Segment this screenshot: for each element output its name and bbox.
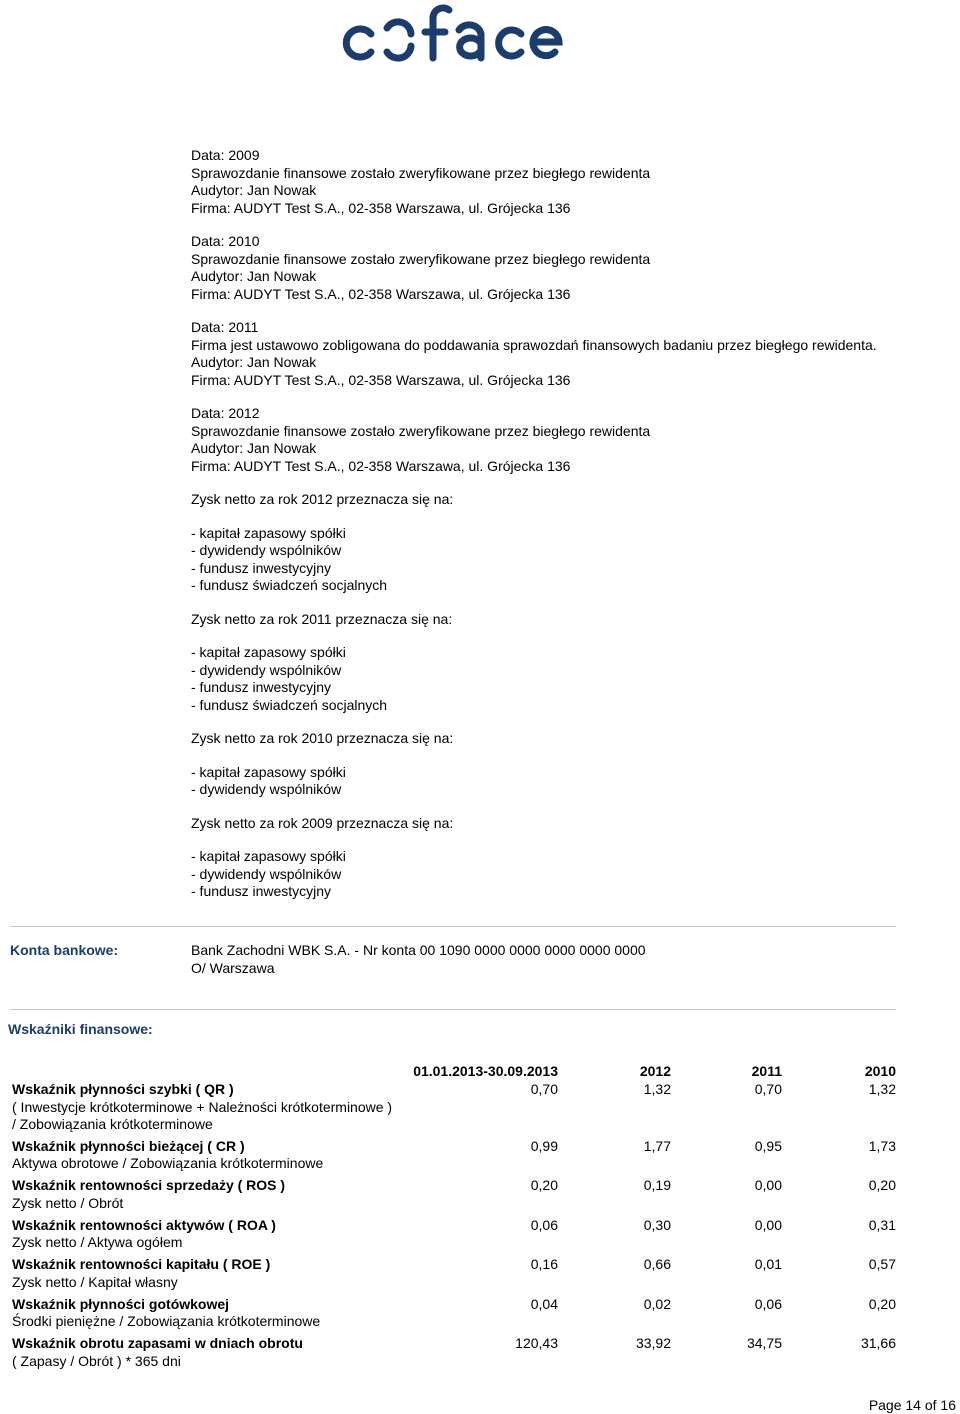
ratio-value: 0,20 [868, 1295, 896, 1312]
ratio-formula: Środki pieniężne / Zobowiązania krótkoterminowe [12, 1313, 321, 1329]
column-header: 2012 [639, 1063, 671, 1079]
audit-firm: Firma: AUDYT Test S.A., 02-358 Warszawa, ul. Grójecka 136 [191, 371, 571, 388]
bank-accounts-label: Konta bankowe: [10, 942, 119, 958]
audit-block [191, 233, 931, 303]
ratio-value: 0,20 [868, 1177, 896, 1193]
ratio-value: 0,57 [868, 1256, 896, 1272]
ratio-name: Wskaźnik rentowności kapitału ( ROE ) [12, 1256, 271, 1272]
ratio-value: 120,43 [515, 1335, 558, 1351]
profit-item: - fundusz inwestycyjny [191, 679, 332, 695]
ratio-value: 31,66 [860, 1335, 896, 1351]
profit-item: - fundusz inwestycyjny [191, 559, 332, 576]
audit-block [191, 147, 931, 217]
column-header: 2011 [751, 1063, 782, 1079]
ratio-value: 34,75 [746, 1335, 782, 1351]
audit-date: Data: 2010 [191, 233, 260, 249]
ratio-value: 0,99 [530, 1137, 558, 1154]
ratio-name: Wskaźnik rentowności sprzedaży ( ROS ) [12, 1177, 286, 1193]
profit-item: - dywidendy wspólników [191, 542, 342, 558]
audit-statement: Firma jest ustawowo zobligowana do poddawania sprawozdań finansowych badaniu przez biegłego rewidenta. [191, 336, 877, 353]
section-divider [10, 1009, 896, 1010]
audit-auditor: Audytor: Jan Nowak [191, 268, 317, 284]
audit-auditor: Audytor: Jan Nowak [191, 182, 317, 198]
ratio-value: 1,77 [643, 1137, 671, 1154]
coface-logo [337, 0, 569, 62]
bank-branch: O/ Warszawa [191, 959, 275, 976]
ratio-formula: Zysk netto / Aktywa ogółem [12, 1234, 183, 1250]
profit-block [191, 815, 931, 901]
profit-item: - kapitał zapasowy spółki [191, 524, 346, 541]
ratio-value: 0,70 [530, 1081, 558, 1097]
profit-block [191, 611, 931, 715]
ratio-name: Wskaźnik płynności gotówkowej [12, 1295, 230, 1312]
profit-item: - fundusz inwestycyjny [191, 883, 332, 899]
ratio-value: 0,20 [530, 1177, 558, 1193]
ratio-value: 0,01 [754, 1256, 782, 1272]
profit-item: - dywidendy wspólników [191, 781, 342, 797]
ratio-value: 0,04 [530, 1295, 558, 1312]
ratio-formula: Aktywa obrotowe / Zobowiązania krótkoterminowe [12, 1155, 324, 1171]
ratio-name: Wskaźnik płynności szybki ( QR ) [12, 1081, 234, 1097]
ratios-table [12, 1063, 896, 1375]
table-row [12, 1296, 896, 1336]
audit-statement: Sprawozdanie finansowe zostało zweryfikowane przez biegłego rewidenta [191, 422, 651, 439]
profit-title: Zysk netto za rok 2010 przeznacza się na: [191, 730, 454, 746]
ratio-value: 1,32 [643, 1081, 671, 1097]
profit-title: Zysk netto za rok 2012 przeznacza się na: [191, 491, 454, 507]
profit-item: - kapitał zapasowy spółki [191, 763, 346, 780]
bank-account-details [191, 942, 646, 977]
table-row [12, 1217, 896, 1257]
ratio-formula: ( Zapasy / Obrót ) * 365 dni [12, 1352, 181, 1369]
profit-item: - kapitał zapasowy spółki [191, 644, 346, 660]
audit-auditor: Audytor: Jan Nowak [191, 354, 317, 370]
ratio-value: 0,02 [643, 1295, 671, 1312]
ratio-value: 0,06 [754, 1295, 782, 1312]
audit-firm: Firma: AUDYT Test S.A., 02-358 Warszawa, ul. Grójecka 136 [191, 457, 571, 474]
audit-statement: Sprawozdanie finansowe zostało zweryfikowane przez biegłego rewidenta [191, 164, 651, 181]
table-row [12, 1335, 896, 1375]
ratios-title: Wskaźniki finansowe: [8, 1021, 153, 1037]
audit-auditor: Audytor: Jan Nowak [191, 440, 317, 456]
profit-item: - kapitał zapasowy spółki [191, 848, 346, 864]
bank-account-number: Bank Zachodni WBK S.A. - Nr konta 00 1090 0000 0000 0000 0000 0000 [191, 942, 646, 958]
page-number: Page 14 of 16 [868, 1397, 956, 1413]
ratio-value: 0,31 [868, 1216, 896, 1233]
ratio-value: 0,00 [754, 1177, 782, 1193]
ratio-value: 0,06 [530, 1216, 558, 1233]
ratio-formula: ( Inwestycje krótkoterminowe + Należności krótkoterminowe ) [12, 1098, 393, 1115]
table-row [12, 1081, 896, 1138]
ratio-value: 33,92 [635, 1335, 671, 1351]
ratio-value: 1,73 [868, 1137, 896, 1154]
ratio-formula: Zysk netto / Kapitał własny [12, 1273, 178, 1290]
ratio-value: 0,30 [643, 1216, 671, 1233]
ratios-header-row [12, 1063, 896, 1081]
audit-date: Data: 2009 [191, 147, 260, 163]
audit-statement: Sprawozdanie finansowe zostało zweryfikowane przez biegłego rewidenta [191, 250, 651, 267]
ratio-value: 0,95 [754, 1137, 782, 1154]
ratio-value: 0,19 [643, 1177, 671, 1193]
audit-firm: Firma: AUDYT Test S.A., 02-358 Warszawa, ul. Grójecka 136 [191, 285, 571, 302]
profit-item: - fundusz świadczeń socjalnych [191, 696, 388, 713]
audit-date: Data: 2012 [191, 405, 260, 421]
profit-item: - dywidendy wspólników [191, 661, 342, 678]
section-divider [10, 926, 896, 927]
profit-block [191, 730, 931, 799]
ratio-value: 0,00 [754, 1216, 782, 1233]
profit-block [191, 491, 931, 595]
profit-item: - fundusz świadczeń socjalnych [191, 577, 388, 593]
audit-block [191, 405, 931, 475]
audit-date: Data: 2011 [191, 319, 259, 335]
ratio-name: Wskaźnik rentowności aktywów ( ROA ) [12, 1216, 276, 1233]
ratio-value: 0,70 [754, 1081, 782, 1097]
profit-item: - dywidendy wspólników [191, 865, 342, 882]
profit-title: Zysk netto za rok 2009 przeznacza się na: [191, 814, 454, 831]
ratio-name: Wskaźnik płynności bieżącej ( CR ) [12, 1137, 245, 1154]
table-row [12, 1256, 896, 1296]
profit-title: Zysk netto za rok 2011 przeznacza się na: [191, 610, 453, 627]
audit-firm: Firma: AUDYT Test S.A., 02-358 Warszawa, ul. Grójecka 136 [191, 199, 571, 216]
ratio-value: 1,32 [868, 1081, 896, 1097]
ratio-formula: / Zobowiązania krótkoterminowe [12, 1116, 213, 1132]
ratio-value: 0,66 [643, 1256, 671, 1272]
column-header: 01.01.2013-30.09.2013 [413, 1063, 558, 1079]
table-row [12, 1177, 896, 1217]
ratio-formula: Zysk netto / Obrót [12, 1194, 124, 1211]
ratio-name: Wskaźnik obrotu zapasami w dniach obrotu [12, 1335, 303, 1351]
column-header: 2010 [864, 1063, 896, 1079]
table-row [12, 1138, 896, 1178]
report-body [191, 147, 931, 901]
ratio-value: 0,16 [530, 1256, 558, 1272]
audit-block [191, 319, 931, 389]
